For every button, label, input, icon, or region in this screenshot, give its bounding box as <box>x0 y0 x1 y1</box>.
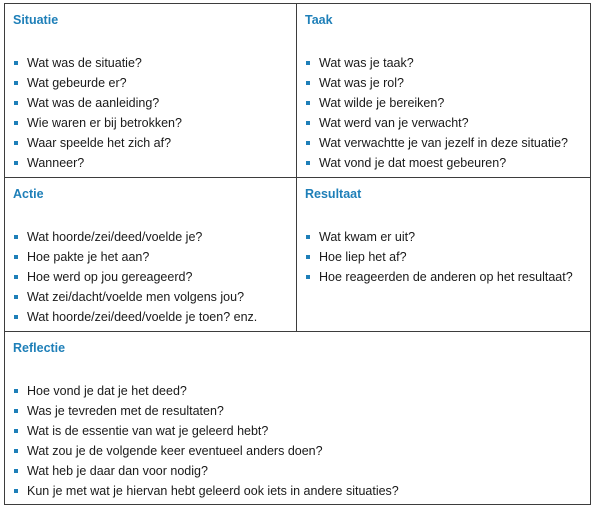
square-bullet-icon <box>14 275 18 279</box>
square-bullet-icon <box>306 275 310 279</box>
square-bullet-icon <box>14 81 18 85</box>
list-situatie <box>13 53 182 173</box>
item-text: Was je tevreden met de resultaten? <box>27 404 224 418</box>
list-item <box>13 287 257 307</box>
item-text: Wanneer? <box>27 156 85 170</box>
item-text: Hoe liep het af? <box>319 250 407 264</box>
list-item <box>305 93 568 113</box>
square-bullet-icon <box>14 121 18 125</box>
item-text: Wat hoorde/zei/deed/voelde je? <box>27 230 203 244</box>
item-text: Wat verwachtte je van jezelf in deze situatie? <box>319 136 568 150</box>
square-bullet-icon <box>306 255 310 259</box>
square-bullet-icon <box>14 101 18 105</box>
list-item <box>13 153 182 173</box>
item-text: Wat was de aanleiding? <box>27 96 160 110</box>
star-table <box>4 3 591 505</box>
item-text: Hoe werd op jou gereageerd? <box>27 270 193 284</box>
list-item <box>305 113 568 133</box>
square-bullet-icon <box>14 61 18 65</box>
list-reflectie <box>13 381 399 501</box>
list-item <box>13 247 257 267</box>
item-text: Wat wilde je bereiken? <box>319 96 445 110</box>
section-title-reflectie: Reflectie <box>13 341 66 355</box>
list-item <box>13 267 257 287</box>
item-text: Wat zei/dacht/voelde men volgens jou? <box>27 290 245 304</box>
square-bullet-icon <box>306 61 310 65</box>
item-text: Wat was je taak? <box>319 56 414 70</box>
item-text: Wat heb je daar dan voor nodig? <box>27 464 208 478</box>
square-bullet-icon <box>306 121 310 125</box>
item-text: Wat gebeurde er? <box>27 76 127 90</box>
square-bullet-icon <box>14 409 18 413</box>
square-bullet-icon <box>14 489 18 493</box>
list-item <box>13 481 399 501</box>
item-text: Wat hoorde/zei/deed/voelde je toen? enz. <box>27 310 258 324</box>
square-bullet-icon <box>14 315 18 319</box>
list-item <box>13 401 399 421</box>
square-bullet-icon <box>306 141 310 145</box>
list-item <box>305 73 568 93</box>
item-text: Wat is de essentie van wat je geleerd hebt? <box>27 424 269 438</box>
square-bullet-icon <box>306 235 310 239</box>
list-item <box>13 133 182 153</box>
item-text: Wat vond je dat moest gebeuren? <box>319 156 507 170</box>
list-item <box>305 53 568 73</box>
list-item <box>13 227 257 247</box>
list-item <box>13 113 182 133</box>
item-text: Hoe pakte je het aan? <box>27 250 150 264</box>
square-bullet-icon <box>306 101 310 105</box>
square-bullet-icon <box>306 161 310 165</box>
cell-situatie <box>5 4 297 178</box>
item-text: Wie waren er bij betrokken? <box>27 116 182 130</box>
list-item <box>13 461 399 481</box>
square-bullet-icon <box>306 81 310 85</box>
square-bullet-icon <box>14 389 18 393</box>
cell-actie <box>5 178 297 332</box>
square-bullet-icon <box>14 429 18 433</box>
list-item <box>305 267 573 287</box>
list-taak <box>305 53 568 173</box>
item-text: Wat kwam er uit? <box>319 230 416 244</box>
list-item <box>13 307 257 327</box>
list-item <box>13 53 182 73</box>
list-item <box>13 441 399 461</box>
cell-taak <box>297 4 590 178</box>
item-text: Hoe vond je dat je het deed? <box>27 384 187 398</box>
cell-resultaat <box>297 178 590 332</box>
item-text: Hoe reageerden de anderen op het resultaat? <box>319 270 573 284</box>
item-text: Wat werd van je verwacht? <box>319 116 469 130</box>
section-title-actie: Actie <box>13 187 44 201</box>
item-text: Wat was de situatie? <box>27 56 142 70</box>
section-title-resultaat: Resultaat <box>305 187 362 201</box>
item-text: Kun je met wat je hiervan hebt geleerd ook iets in andere situaties? <box>27 484 399 498</box>
list-actie <box>13 227 257 327</box>
list-item <box>13 93 182 113</box>
list-resultaat <box>305 227 573 287</box>
square-bullet-icon <box>14 449 18 453</box>
list-item <box>305 153 568 173</box>
list-item <box>305 133 568 153</box>
list-item <box>13 381 399 401</box>
cell-reflectie <box>5 332 590 504</box>
square-bullet-icon <box>14 235 18 239</box>
list-item <box>305 247 573 267</box>
square-bullet-icon <box>14 255 18 259</box>
square-bullet-icon <box>14 469 18 473</box>
item-text: Wat was je rol? <box>319 76 404 90</box>
list-item <box>305 227 573 247</box>
square-bullet-icon <box>14 295 18 299</box>
square-bullet-icon <box>14 141 18 145</box>
list-item <box>13 421 399 441</box>
square-bullet-icon <box>14 161 18 165</box>
item-text: Waar speelde het zich af? <box>27 136 172 150</box>
item-text: Wat zou je de volgende keer eventueel anders doen? <box>27 444 323 458</box>
section-title-situatie: Situatie <box>13 13 59 27</box>
list-item <box>13 73 182 93</box>
section-title-taak: Taak <box>305 13 333 27</box>
